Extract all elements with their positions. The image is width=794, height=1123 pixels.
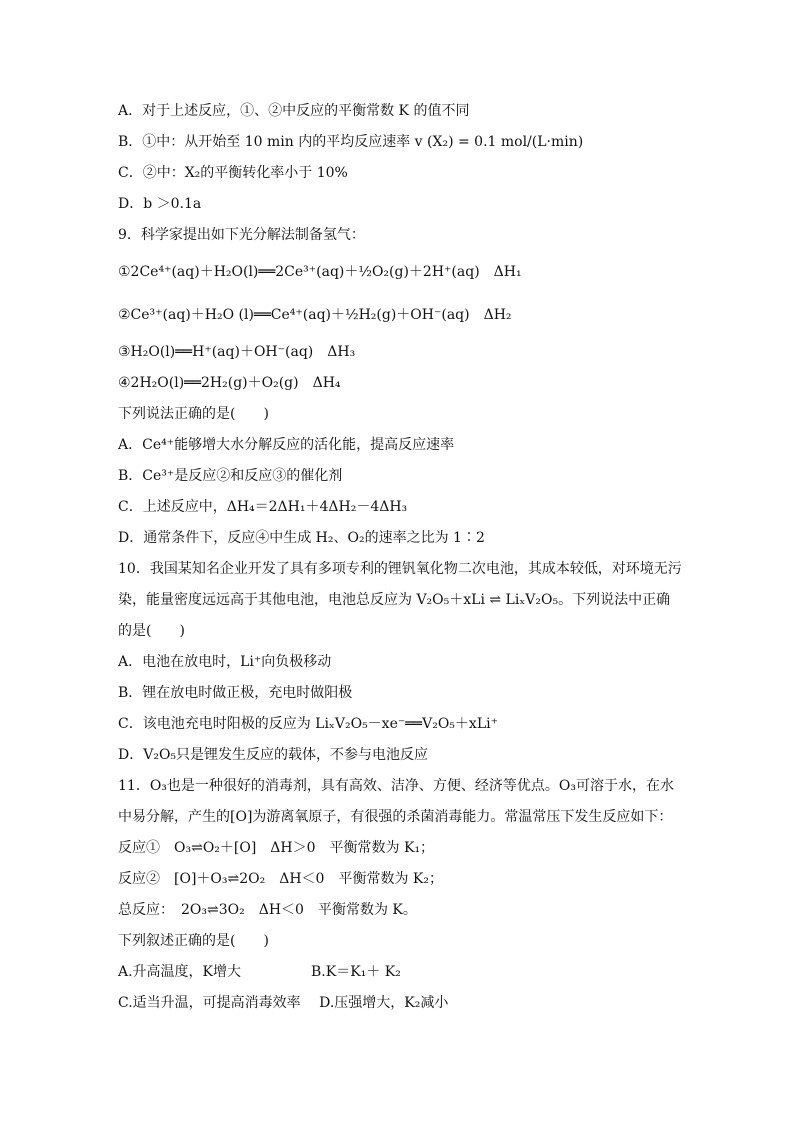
option-10c: C．该电池充电时阳极的反应为 LiₓV₂O₅－xe⁻══V₂O₅＋xLi⁺ xyxy=(118,716,498,732)
option-9c: C．上述反应中，ΔH₄＝2ΔH₁＋4ΔH₂－4ΔH₃ xyxy=(118,499,408,515)
question-11-prompt: 下列叙述正确的是( ) xyxy=(118,933,269,949)
question-10-stem-2: 染，能量密度远远高于其他电池，电池总反应为 V₂O₅＋xLi ⇌ LiₓV₂O₅。下列说法中正确 xyxy=(118,592,671,608)
reaction-11-2: 反应② [O]＋O₃⇌2O₂ ΔH＜0 平衡常数为 K₂； xyxy=(118,871,443,887)
reaction-9-4: ④2H₂O(l)══2H₂(g)＋O₂(g) ΔH₄ xyxy=(118,375,341,391)
reaction-9-1: ①2Ce⁴⁺(aq)＋H₂O(l)══2Ce³⁺(aq)＋½O₂(g)＋2H⁺(aq) ΔH₁ xyxy=(118,264,522,280)
question-11-stem-1: 11．O₃也是一种很好的消毒剂，具有高效、洁净、方便、经济等优点。O₃可溶于水，在水 xyxy=(118,778,674,794)
question-11-stem-2: 中易分解，产生的[O]为游离氧原子，有很强的杀菌消毒能力。常温常压下发生反应如下： xyxy=(118,809,673,825)
reaction-9-3: ③H₂O(l)══H⁺(aq)＋OH⁻(aq) ΔH₃ xyxy=(118,344,356,360)
line-8b: B．①中：从开始至 10 min 内的平均反应速率 v (X₂) = 0.1 mol/(L·min) xyxy=(118,134,584,150)
question-10-stem-3: 的是( ) xyxy=(118,623,185,639)
option-10d: D．V₂O₅只是锂发生反应的载体，不参与电池反应 xyxy=(118,747,429,763)
option-10a: A．电池在放电时，Li⁺向负极移动 xyxy=(118,654,332,670)
options-11-cd: C.适当升温，可提高消毒效率 D.压强增大，K₂减小 xyxy=(118,995,449,1011)
line-8c: C．②中：X₂的平衡转化率小于 10% xyxy=(118,165,348,181)
option-9a: A．Ce⁴⁺能够增大水分解反应的活化能，提高反应速率 xyxy=(118,437,455,453)
option-10b: B．锂在放电时做正极，充电时做阳极 xyxy=(118,685,353,701)
reaction-11-1: 反应① O₃⇌O₂＋[O] ΔH＞0 平衡常数为 K₁； xyxy=(118,840,435,856)
option-9b: B．Ce³⁺是反应②和反应③的催化剂 xyxy=(118,468,343,484)
question-9-prompt: 下列说法正确的是( ) xyxy=(118,406,269,422)
line-8a: A．对于上述反应，①、②中反应的平衡常数 K 的值不同 xyxy=(118,103,470,119)
reaction-11-total: 总反应： 2O₃⇌3O₂ ΔH＜0 平衡常数为 K。 xyxy=(118,902,417,918)
option-9d: D．通常条件下，反应④中生成 H₂、O₂的速率之比为 1∶2 xyxy=(118,530,485,546)
line-8d: D．b ＞0.1a xyxy=(118,196,202,212)
options-11-ab: A.升高温度，K增大 B.K＝K₁＋ K₂ xyxy=(118,964,401,980)
question-9-stem: 9．科学家提出如下光分解法制备氢气： xyxy=(118,227,365,243)
question-10-stem-1: 10．我国某知名企业开发了具有多项专利的锂钒氧化物二次电池，其成本较低，对环境无污 xyxy=(118,561,682,577)
reaction-9-2: ②Ce³⁺(aq)＋H₂O (l)══Ce⁴⁺(aq)＋½H₂(g)＋OH⁻(aq) ΔH₂ xyxy=(118,307,512,323)
